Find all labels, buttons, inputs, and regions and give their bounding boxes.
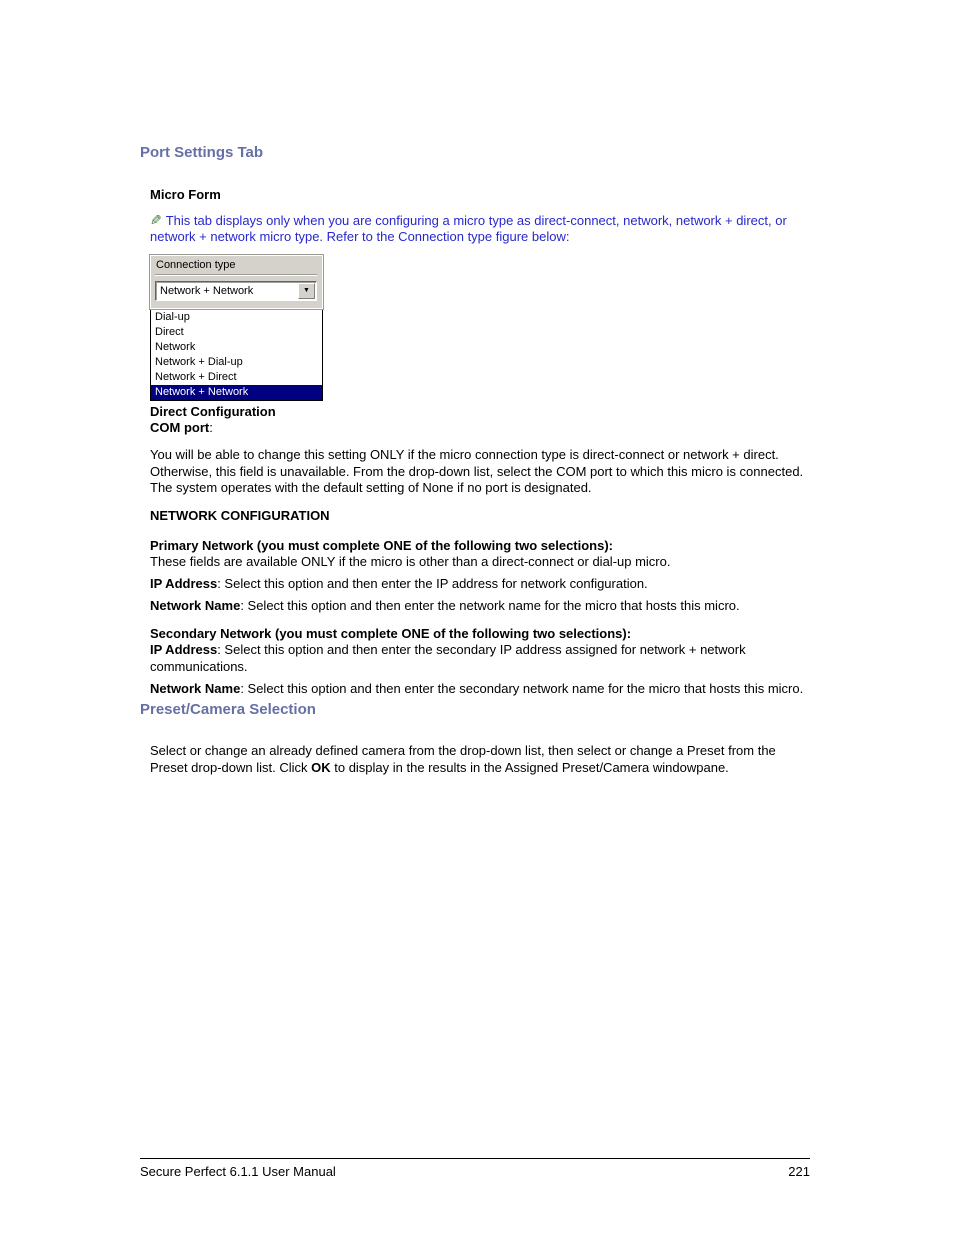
connection-type-dropdown bbox=[150, 309, 323, 401]
micro-form-heading: Micro Form bbox=[150, 186, 221, 202]
preset-paragraph-pre: Select or change an already defined camera from the drop-down list, then select or change a Preset from the Preset drop-down list. Click bbox=[150, 743, 776, 775]
dropdown-option: Direct bbox=[155, 326, 184, 339]
combobox-selected-value: Network + Network bbox=[160, 285, 254, 298]
connection-type-groupbox bbox=[150, 255, 323, 309]
com-port-line bbox=[150, 420, 805, 436]
note-text: This tab displays only when you are configuring a micro type as direct-connect, network, network + direct, or network + network micro type. Refer to the Connection type figure below: bbox=[150, 212, 787, 245]
groupbox-label: Connection type bbox=[155, 258, 317, 275]
primary-network-intro: These fields are available ONLY if the micro is other than a direct-connect or dial-up micro. bbox=[150, 554, 671, 570]
section-heading-port-settings: Port Settings Tab bbox=[140, 144, 264, 161]
preset-paragraph-ok: OK bbox=[311, 759, 331, 775]
section-heading-preset-camera: Preset/Camera Selection bbox=[140, 700, 316, 718]
secondary-ip-term: IP Address bbox=[150, 642, 218, 658]
preset-camera-section bbox=[140, 743, 805, 775]
com-port-paragraph: You will be able to change this setting ONLY if the micro connection type is direct-connect or network + direct. Otherwise, this field is unavailable. From the drop-down list, select the COM port to which this micro is connected. The system operates with the default setting of None if no port is designated. bbox=[150, 447, 804, 495]
primary-network-name-line bbox=[150, 598, 805, 614]
com-port-rest: : bbox=[209, 420, 213, 436]
secondary-ip-rest: : Select this option and then enter the secondary IP address assigned for network + network communications. bbox=[150, 642, 746, 674]
connection-type-combobox bbox=[155, 281, 317, 301]
primary-network-name-term: Network Name bbox=[150, 598, 241, 614]
preset-camera-paragraph bbox=[150, 743, 805, 775]
com-port-term: COM port bbox=[150, 420, 210, 436]
direct-configuration-heading: Direct Configuration bbox=[150, 404, 276, 420]
secondary-ip-line bbox=[150, 642, 805, 674]
primary-ip-term: IP Address bbox=[150, 576, 218, 592]
dropdown-option-highlighted: Network + Network bbox=[151, 385, 322, 400]
chevron-down-icon: ▼ bbox=[298, 283, 315, 299]
primary-network-heading: Primary Network (you must complete ONE of the following two selections): bbox=[150, 537, 614, 553]
footer-manual-title: Secure Perfect 6.1.1 User Manual bbox=[140, 1164, 336, 1179]
page-footer bbox=[140, 1158, 810, 1180]
footer-page-number: 221 bbox=[788, 1164, 810, 1179]
dropdown-option: Network + Direct bbox=[155, 371, 237, 384]
secondary-network-heading: Secondary Network (you must complete ONE of the following two selections): bbox=[150, 626, 632, 642]
dropdown-option: Network + Dial-up bbox=[155, 356, 243, 369]
connection-type-figure bbox=[150, 255, 323, 401]
dropdown-option: Dial-up bbox=[155, 311, 190, 324]
secondary-network-name-rest: : Select this option and then enter the secondary network name for the micro that hosts this micro. bbox=[240, 680, 804, 696]
primary-ip-rest: : Select this option and then enter the IP address for network configuration. bbox=[217, 576, 648, 592]
port-settings-section bbox=[140, 187, 805, 697]
primary-ip-line bbox=[150, 576, 805, 592]
secondary-network-name-term: Network Name bbox=[150, 680, 241, 696]
note-pencil-icon: ✎ bbox=[150, 211, 162, 228]
secondary-network-name-line bbox=[150, 681, 805, 697]
note bbox=[150, 212, 798, 245]
network-configuration-heading: NETWORK CONFIGURATION bbox=[150, 507, 330, 523]
dropdown-option: Network bbox=[155, 341, 196, 354]
primary-network-name-rest: : Select this option and then enter the network name for the micro that hosts this micro. bbox=[240, 598, 740, 614]
preset-paragraph-post: to display in the results in the Assigned Preset/Camera windowpane. bbox=[330, 759, 729, 775]
